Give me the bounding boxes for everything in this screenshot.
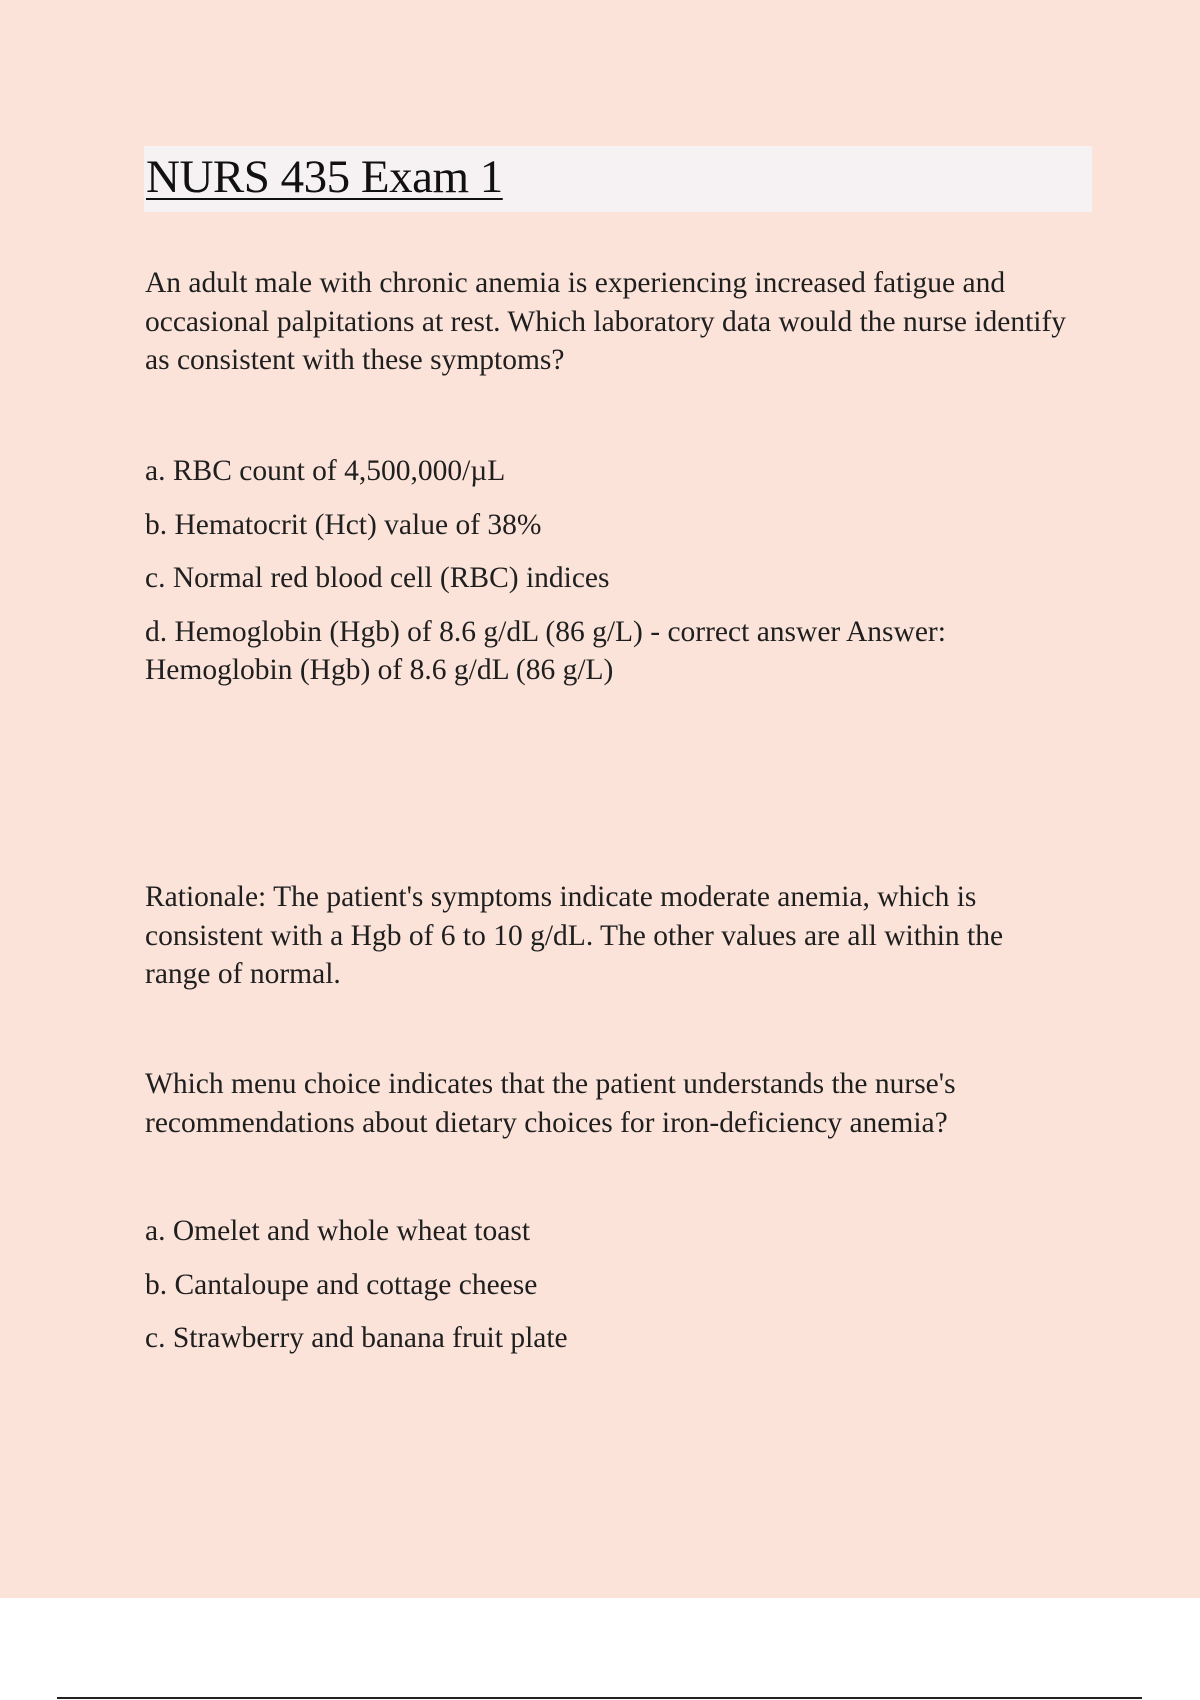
question-1-option-b: b. Hematocrit (Hct) value of 38%: [145, 508, 542, 541]
question-2-options: [145, 1212, 1075, 1373]
page-title: NURS 435 Exam 1: [146, 151, 503, 203]
question-1-stem: An adult male with chronic anemia is experiencing increased fatigue and occasional palpitations at rest. Which laboratory data would the nurse identify as consistent with these symptoms?: [145, 267, 1067, 376]
question-1-rationale: Rationale: The patient's symptoms indicate moderate anemia, which is consistent with a Hgb of 6 to 10 g/dL. The other values are all within the range of normal.: [145, 881, 1004, 990]
question-2-option-a: a. Omelet and whole wheat toast: [145, 1215, 531, 1247]
question-1-option-d: d. Hemoglobin (Hgb) of 8.6 g/dL (86 g/L) - correct answer Answer: Hemoglobin (Hgb) of 8.6 g/dL (86 g/L): [145, 615, 946, 686]
question-2-option-b: b. Cantaloupe and cottage cheese: [145, 1268, 538, 1301]
question-2-option-c: c. Strawberry and banana fruit plate: [145, 1322, 568, 1354]
question-1-option-a: a. RBC count of 4,500,000/µL: [145, 455, 506, 487]
question-2-stem: Which menu choice indicates that the patient understands the nurse's recommendations about dietary choices for iron-deficiency anemia?: [145, 1068, 956, 1139]
question-1-option-c: c. Normal red blood cell (RBC) indices: [145, 562, 610, 594]
question-1-options: [145, 452, 1075, 705]
footer-divider: [57, 1697, 1142, 1699]
